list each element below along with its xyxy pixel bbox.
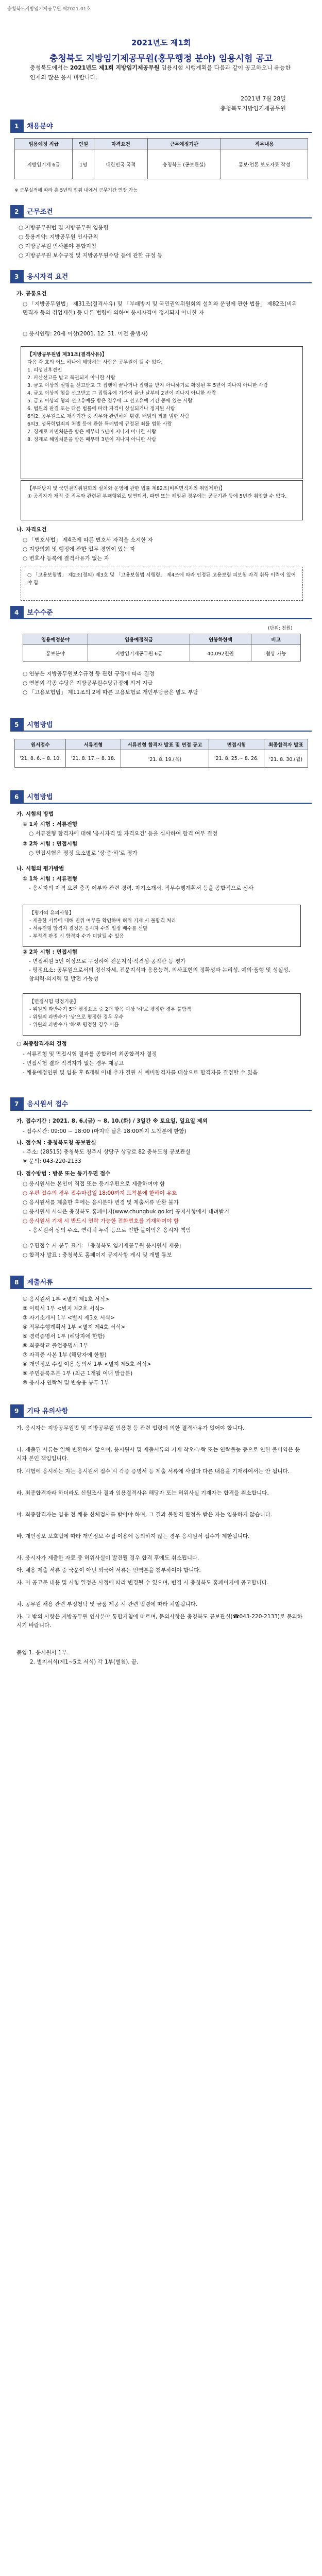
notice-item: 아. 채용 제출 서류 중 국문이 아닌 외국어 서류는 번역본을 첨부하여야 합니다. xyxy=(16,1567,201,1573)
section-1-header: 1 채용분야 xyxy=(10,120,312,133)
notice-item: 나. 제출된 서류는 일체 반환하지 않으며, 응시원서 및 제출서류의 기재 착오·누락 또는 연락불능 등으로 인한 불이익은 응시자 본인 책임입니다. xyxy=(16,1447,300,1462)
document-item: ③ 자기소개서 1부 <별지 제3호 서식> xyxy=(23,1315,115,1321)
s3-sub-head: 나. 자격요건 xyxy=(16,527,47,533)
schedule-table: 원서접수 서류전형 서류전형 합격자 발표 및 면접 공고 면접시험 최종합격자 발표 '21. 8. 6.~ 8. 10. '21. 8. 17.~ 8. 18. '21. 8. 19.(목) '21. 8. 25.~ 8. 26. '21. 8. 30.(월) xyxy=(14,739,308,768)
notice-date: 2021년 7월 28일 xyxy=(241,95,286,102)
doc-ref: 충청북도지방임기제공무원 제2021-01호 xyxy=(7,7,91,12)
notice-item: 라. 최종합격자라 하더라도 신원조사 결과 임용결격사유 해당자 또는 허위사실 기재자는 합격을 취소합니다. xyxy=(16,1490,269,1496)
attachment-line: 붙임 1. 응시원서 1부. xyxy=(16,1650,69,1656)
notice-item: 사. 응시자가 제출한 자료 중 허위사실이 발견될 경우 합격 후에도 취소됩니다. xyxy=(16,1555,199,1561)
document-item: ⑨ 주민등록초본 1부 (최근 1개월 이내 발급분) xyxy=(23,1370,133,1377)
notice-item: 차. 공무원 채용 관련 부정청탁 및 금품 제공 시 관련 법령에 따라 처벌됩니다. xyxy=(16,1601,198,1607)
table1-note: ※ 근무실적에 따라 총 5년의 범위 내에서 근무기간 연장 가능 xyxy=(14,188,138,193)
title-block xyxy=(0,37,322,64)
section-5-header: 5 시험방법 xyxy=(10,718,312,732)
section-9-header: 9 기타 유의사항 xyxy=(10,1404,312,1418)
document-item: ② 이력서 1부 <별지 제2호 서식> xyxy=(23,1306,105,1312)
section-6-header: 6 시험방법 xyxy=(10,790,312,804)
s2-item: ○ 지방공무원 보수규정 및 지방공무원수당 등에 관한 규정 등 xyxy=(19,252,163,259)
title-year: 2021년도 제1회 xyxy=(131,38,191,47)
corruption-box: 【부패방지 및 국민권익위원회의 설치와 운영에 관한 법률 제82조(비위면직자의 취업제한)】 ① 공직자가 재직 중 직무와 관련된 부패행위로 당연퇴직, 파면 또는 해임된 경우에는 공공기관 등에 5년간 취업할 수 없다. xyxy=(21,480,303,520)
salary-table: 임용예정분야 임용예정직급 연봉하한액 비고 홍보분야 지방임기제공무원 6급 40,092천원 협상 가능 xyxy=(23,634,301,662)
date-block xyxy=(220,94,286,113)
document-item: ⑥ 최종학교 졸업증명서 1부 xyxy=(23,1343,89,1349)
document-item: ⑧ 개인정보 수집·이용 동의서 1부 <별지 제5호 서식> xyxy=(23,1361,151,1367)
document-item: ⑦ 자격증 사본 1부 (해당자에 한함) xyxy=(23,1352,107,1358)
notice-item: 바. 개인정보 보호법에 따라 개인정보 수집·이용에 동의하지 않는 경우 응시원서 접수가 제한됩니다. xyxy=(16,1533,250,1539)
section-7-header: 7 응시원서 접수 xyxy=(10,1097,312,1111)
s2-item: ○ 등용계약: 지방공무원 인사규칙 xyxy=(19,234,98,240)
section-8-header: 8 제출서류 xyxy=(10,1276,312,1289)
notice-item: 자. 이 공고문 내용 및 시험 일정은 사정에 따라 변경될 수 있으며, 변경 시 충청북도 홈페이지에 공고합니다. xyxy=(16,1580,269,1586)
intro-paragraph: 충청북도에서는 2021년도 제1회 지방임기제공무원 임용시험 시행계획을 다음과 같이 공고하오니 유능한 인재의 많은 응시 바랍니다. xyxy=(30,64,291,81)
document-item: ① 응시원서 1부 <별지 제1호 서식> xyxy=(23,1296,110,1302)
issuer: 충청북도지방임기제공무원 xyxy=(220,105,286,112)
evaluation-box: 【평가의 유의사항】 - 제출한 서류에 대해 진위 여부를 확인하며 허위 기재 시 불합격 처리 - 서류전형 합격자 결정은 응시자 수의 일정 배수를 선발 - 부적격 판정 시 합격자 수가 미달될 수 있음 xyxy=(23,905,301,947)
document-item: ⑤ 경력증명서 1부 (해당자에 한함) xyxy=(23,1333,105,1340)
notice-item: 가. 응시자는 지방공무원법 및 지방공무원 임용령 등 관련 법령에 의한 결격사유가 없어야 합니다. xyxy=(16,1425,245,1431)
section-2-header: 2 근무조건 xyxy=(10,205,312,218)
page: 충청북도지방임기제공무원 제2021-01호 2021년도 제1회 충청북도 지방임기제공무원(홍무행정 분야) 임용시험 공고 충청북도에서는 2021년도 제1회 지방임기제공무원 임용시험 시행계획을 다음과 같이 공고하오니 유능한 인재의 많은 응시 바랍니다. 2021년 7월 28일 충청북도지방임기제공무원 1 채용분야 임용예정 직급 인원 자격요건 근무예정기관 직무내용 지방임기제 6급 1명 대한민국 국적 충청북도 (공보관실) 홍보·언론 보도자료 작성 ※ 근무실적에 따라 총 5년의 범위 내에서 근무기간 연장 가능 2 근무조건 ○ 지방공무원법 및 지방공무원 임용령 ○ 등용계약: 지방공무원 인사규칙 ○ 지방공무원 인사분야 통합지침 ○ 지방공무원 보수규정 및 지방공무원수당 등에 관한 규정 등 3 응시자격 요건 가. 공통요건 ○ 「지방공무원법」 제31조(결격사유) 및 「부패방지 및 국민권익위원회의 설치와 운영에 관한 법률」 제82조(비위면직자 등의 취업제한) 등 다른 법령에 의하여 응시자격이 정지되지 아니한 자 ○ 응시연령: 20세 이상(2001. 12. 31. 이전 출생자) 【지방공무원법 제31조(결격사유)】 다음 각 호의 어느 하나에 해당하는 사람은 공무원이 될 수 없다. 1. 피성년후견인 2. 파산선고를 받고 복권되지 아니한 사람 3. 금고 이상의 실형을 선고받고 그 집행이 끝나거나 집행을 받지 아니하기로 확정된 후 5년이 지나지 아니한 사람 4. 금고 이상의 형을 선고받고 그 집행유예 기간이 끝난 날부터 2년이 지나지 아니한 사람 5. 금고 이상의 형의 선고유예를 받은 경우에 그 선고유예 기간 중에 있는 사람 6. 법원의 판결 또는 다른 법률에 따라 자격이 상실되거나 정지된 사람 6의2. 공무원으로 재직기간 중 직무와 관련하여 횡령, 배임의 죄를 범한 사람 6의3. 성폭력범죄의 처벌 등에 관한 특례법에 규정된 죄를 범한 사람 7. 징계로 파면처분을 받은 때부터 5년이 지나지 아니한 사람 8. 징계로 해임처분을 받은 때부터 3년이 지나지 아니한 사람 【부패방지 및 국민권익위원회의 설치와 운영에 관한 법률 제82조(비위면직자의 취업제한)】 ① 공직자가 재직 중 직무와 관련된 부패행위로 당연퇴직, 파면 또는 해임된 경우에는 공공기관 등에 5년간 취업할 수 없다. 나. 자격요건 ○ 「변호사법」 제4조에 따른 변호사 자격을 소지한 자 ○ 지방의회 및 행정에 관한 업무 경험이 있는 자 ○ 변호사 등록에 결격사유가 없는 자 ○ 「고용보험법」 제2조(정의) 제3호 및 「고용보험법 시행령」 제4조에 따라 인정된 고용보험 피보험 자격 취득 이력이 있어야 함 4 보수수준 (단위: 천원) 임용예정분야 임용예정직급 연봉하한액 비고 홍보분야 지방임기제공무원 6급 40,092천원 협상 가능 ○ 연봉은 지방공무원보수규정 등 관련 규정에 따라 결정 ○ 연봉외 각종 수당은 지방공무원수당규정에 의거 지급 ○ 「고용보험법」 제11조의 2에 따른 고용보험료 개인부담금은 별도 부담 5 시험방법 원서접수 서류전형 서류전형 합격자 발표 및 면접 공고 면접시험 최종합격자 발표 '21. 8. 6.~ 8. 10. '21. 8. 17.~ 8. 18. '21. 8. 19.(목) '21. 8. 25.~ 8. 26. '21. 8. 30.(월) 6 시험방법 가. 시험의 방법 ① 1차 시험 : 서류전형 ○ 서류전형 합격자에 대해 '응시자격 및 자격요건' 등을 심사하여 합격 여부 결정 ② 2차 시험 : 면접시험 ○ 면접시험은 평정 요소별로 '상·중·하'로 평가 나. 시험의 평가방법 ① 1차 시험 : 서류전형 - 응시자의 자격 요건 충족 여부와 관련 경력, 자기소개서, 직무수행계획서 등을 종합적으로 심사 【평가의 유의사항】 - 제출한 서류에 대해 진위 여부를 확인하며 허위 기재 시 불합격 처리 - 서류전형 합격자 결정은 응시자 수의 일정 배수를 선발 - 부적격 판정 시 합격자 수가 미달될 수 있음 ② 2차 시험 : 면접시험 - 면접위원 5인 이상으로 구성하여 전문지식·적격성·공직관 등 평가 - 평정요소: 공무원으로서의 정신자세, 전문지식과 응용능력, 의사표현의 정확성과 논리성, 예의·품행 및 성실성, 창의력·의지력 및 발전 가능성 【면접시험 평정기준】 - 위원의 과반수가 5개 평정요소 중 2개 항목 이상 '하'로 평정한 경우 불합격 - 위원의 과반수가 '상'으로 평정한 경우 우수 - 위원의 과반수가 '하'로 평정한 경우 미흡 ○ 최종합격자의 결정 - 서류전형 및 면접시험 결과를 종합하여 최종합격자 결정 - 면접시험 결과 적격자가 없는 경우 재공고 - 채용예정인원 및 임용 후 6개월 이내 추가 결원 시 예비합격자를 대상으로 합격자를 결정할 수 있음 7 응시원서 접수 가. 접수기간 : 2021. 8. 6.(금) ~ 8. 10.(화) / 3일간 ※ 토요일, 일요일 제외 - 접수시간: 09:00 ~ 18:00 (마지막 날은 18:00까지 도착분에 한함) 나. 접수처 : 충청북도청 공보관실 - 주소: (28515) 충청북도 청주시 상당구 상당로 82 충북도청 공보관실 ※ 문의: 043-220-2133 다. 접수방법 : 방문 또는 등기우편 접수 ○ 응시원서는 본인이 직접 또는 등기우편으로 제출하여야 함 ○ 우편 접수의 경우 접수마감일 18:00까지 도착분에 한하여 유효 ○ 응시원서를 제출한 후에는 응시분야 변경 및 제출서류 반환 불가 ○ 응시원서 서식은 충청북도 홈페이지(www.chungbuk.go.kr) 공지사항에서 내려받기 ○ 응시원서 기재 시 반드시 연락 가능한 전화번호를 기재하여야 함 - 응시원서 상의 주소, 연락처 누락 등으로 인한 불이익은 응시자 책임 ○ 우편접수 시 봉투 표기: 「충청북도 임기제공무원 응시원서 재중」 ○ 합격자 발표 : 충청북도 홈페이지 공지사항 게시 및 개별 통보 8 제출서류 ① 응시원서 1부 <별지 제1호 서식> ② 이력서 1부 <별지 제2호 서식> ③ 자기소개서 1부 <별지 제3호 서식> ④ 직무수행계획서 1부 <별지 제4호 서식> ⑤ 경력증명서 1부 (해당자에 한함) ⑥ 최종학교 졸업증명서 1부 ⑦ 자격증 사본 1부 (해당자에 한함) ⑧ 개인정보 수집·이용 동의서 1부 <별지 제5호 서식> ⑨ 주민등록초본 1부 (최근 1개월 이내 발급분) ⑩ 응시자 연락처 및 반송용 봉투 1부 9 기타 유의사항 가. 응시자는 지방공무원법 및 지방공무원 임용령 등 관련 법령에 의한 결격사유가 없어야 합니다. 나. 제출된 서류는 일체 반환하지 않으며, 응시원서 및 제출서류의 기재 착오·누락 또는 연락불능 등으로 인한 불이익은 응시자 본인 책임입니다. 다. 시험에 응시하는 자는 응시원서 접수 시 각종 증명서 등 제출 서류에 사실과 다른 내용을 기재하여서는 안 됩니다. 라. 최종합격자라 하더라도 신원조사 결과 임용결격사유 해당자 또는 허위사실 기재자는 합격을 취소합니다. 마. 최종합격자는 임용 전 채용 신체검사를 받아야 하며, 그 결과 불합격 판정을 받은 자는 임용하지 않습니다. 바. 개인정보 보호법에 따라 개인정보 수집·이용에 동의하지 않는 경우 응시원서 접수가 제한됩니다. 사. 응시자가 제출한 자료 중 허위사실이 발견될 경우 합격 후에도 취소됩니다. 아. 채용 제출 서류 중 국문이 아닌 외국어 서류는 번역본을 첨부하여야 합니다. 자. 이 공고문 내용 및 시험 일정은 사정에 따라 변경될 수 있으며, 변경 시 충청북도 홈페이지에 공고합니다. 차. 공무원 채용 관련 부정청탁 및 금품 제공 시 관련 법령에 따라 처벌됩니다. 카. 그 밖의 사항은 지방공무원 인사분야 통합지침에 따르며, 문의사항은 충청북도 공보관실(☎043-220-2133)로 문의하시기 바랍니다. 붙임 1. 응시원서 1부. 2. 별지서식(제1~5호 서식) 각 1부(별첨). 끝. xyxy=(0,0,322,2576)
s2-item: ○ 지방공무원 인사분야 통합지침 xyxy=(19,243,97,249)
notice-item: 카. 그 밖의 사항은 지방공무원 인사분야 통합지침에 따르며, 문의사항은 충청북도 공보관실(☎043-220-2133)로 문의하시기 바랍니다. xyxy=(16,1614,302,1629)
insurance-note: ○ 「고용보험법」 제2조(정의) 제3호 및 「고용보험법 시행령」 제4조에 따라 인정된 고용보험 피보험 자격 취득 이력이 있어야 함 xyxy=(21,567,303,601)
document-item: ⑩ 응시자 연락처 및 반송용 봉투 1부 xyxy=(23,1380,109,1386)
section-4-header: 4 보수수준 xyxy=(10,606,312,619)
intro-highlight: 2021년도 제1회 지방임기제공무원 xyxy=(70,64,160,71)
s3-p2: ○ 응시연령: 20세 이상(2001. 12. 31. 이전 출생자) xyxy=(23,331,148,337)
disqualification-box: 【지방공무원법 제31조(결격사유)】 다음 각 호의 어느 하나에 해당하는 사람은 공무원이 될 수 없다. 1. 피성년후견인 2. 파산선고를 받고 복권되지 아니한 사람 3. 금고 이상의 실형을 선고받고 그 집행이 끝나거나 집행을 받지 아니하기로 확정된 후 5년이 지나지 아니한 사람 4. 금고 이상의 형을 선고받고 그 집행유예 기간이 끝난 날부터 2년이 지나지 아니한 사람 5. 금고 이상의 형의 선고유예를 받은 경우에 그 선고유예 기간 중에 있는 사람 6. 법원의 판결 또는 다른 법률에 따라 자격이 상실되거나 정지된 사람 6의2. 공무원으로 재직기간 중 직무와 관련하여 횡령, 배임의 죄를 범한 사람 6의3. 성폭력범죄의 처벌 등에 관한 특례법에 규정된 죄를 범한 사람 7. 징계로 파면처분을 받은 때부터 5년이 지나지 아니한 사람 8. 징계로 해임처분을 받은 때부터 3년이 지나지 아니한 사람 xyxy=(21,346,303,479)
s3-head: 가. 공통요건 xyxy=(16,291,47,297)
document-item: ④ 직무수행계획서 1부 <별지 제4호 서식> xyxy=(23,1324,126,1330)
positions-table: 임용예정 직급 인원 자격요건 근무예정기관 직무내용 지방임기제 6급 1명 대한민국 국적 충청북도 (공보관실) 홍보·언론 보도자료 작성 xyxy=(14,138,308,179)
notice-item: 마. 최종합격자는 임용 전 채용 신체검사를 받아야 하며, 그 결과 불합격 판정을 받은 자는 임용하지 않습니다. xyxy=(16,1512,273,1518)
page-title: 충청북도 지방임기제공무원(홍무행정 분야) 임용시험 공고 xyxy=(49,54,273,64)
s2-item: ○ 지방공무원법 및 지방공무원 임용령 xyxy=(19,225,109,231)
section-3-header: 3 응시자격 요건 xyxy=(10,270,312,283)
attachment-line-2: 2. 별지서식(제1~5호 서식) 각 1부(별첨). 끝. xyxy=(30,1659,139,1665)
notice-item: 다. 시험에 응시하는 자는 응시원서 접수 시 각종 증명서 등 제출 서류에 사실과 다른 내용을 기재하여서는 안 됩니다. xyxy=(16,1468,290,1475)
s3-p1: ○ 「지방공무원법」 제31조(결격사유) 및 「부패방지 및 국민권익위원회의 설치와 운영에 관한 법률」 제82조(비위면직자 등의 취업제한) 등 다른 법령에 의하여 응시자격이 정지되지 아니한 자 xyxy=(23,301,297,316)
interview-criteria-box: 【면접시험 평정기준】 - 위원의 과반수가 5개 평정요소 중 2개 항목 이상 '하'로 평정한 경우 불합격 - 위원의 과반수가 '상'으로 평정한 경우 우수 - 위원의 과반수가 '하'로 평정한 경우 미흡 xyxy=(23,993,301,1036)
